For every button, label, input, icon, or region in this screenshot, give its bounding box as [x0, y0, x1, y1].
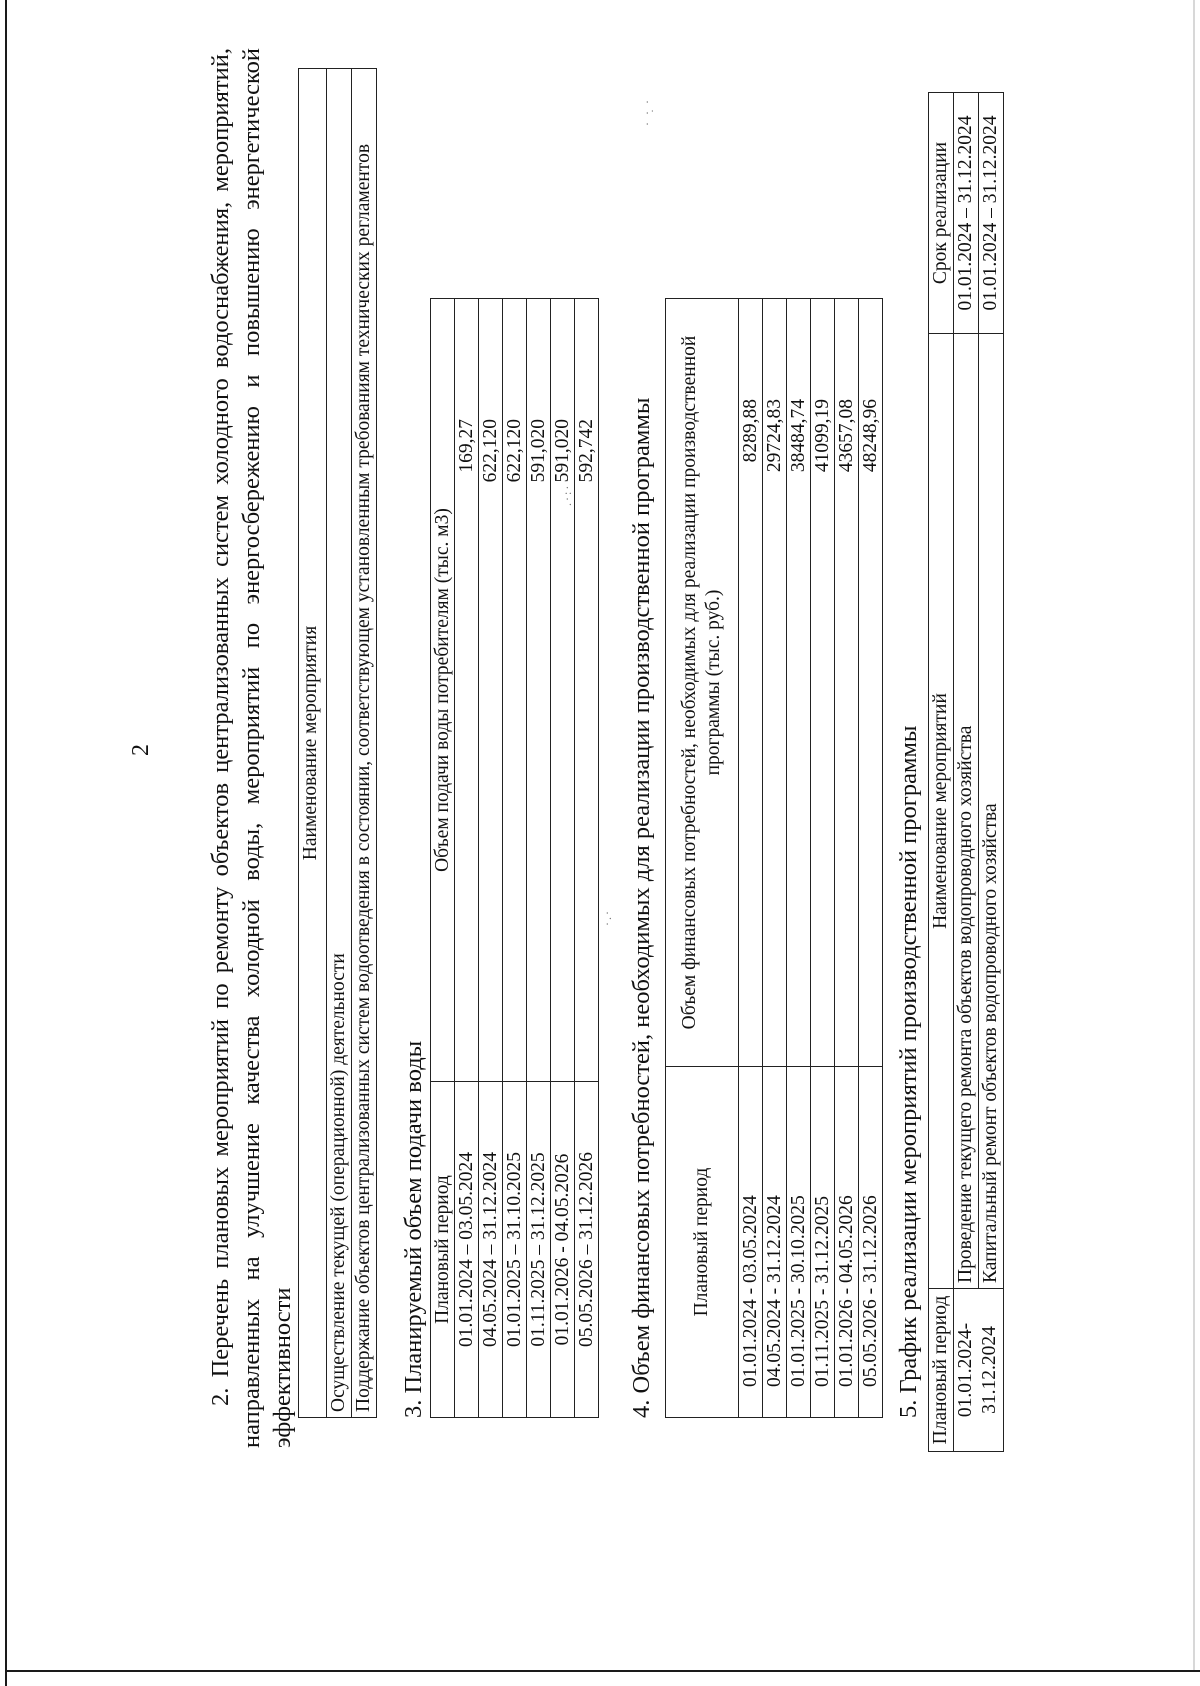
- period-cell: 01.01.2024 – 03.05.2024: [455, 1082, 479, 1418]
- period-end: 31.12.2024: [979, 1326, 1000, 1414]
- table-row: [811, 299, 835, 1418]
- col-volume: Объем подачи воды потребителям (тыс. м3): [431, 299, 455, 1082]
- table-row: [835, 299, 859, 1418]
- table-row: [479, 299, 503, 1418]
- table-row: [739, 299, 763, 1418]
- table-row: [979, 93, 1004, 1452]
- amount-cell: 41099,19: [811, 299, 835, 1067]
- scan-speck: .·:·: [560, 483, 574, 506]
- period-cell: 01.11.2025 - 31.12.2025: [811, 1067, 835, 1418]
- col-deadline: Срок реализации: [929, 93, 954, 334]
- scan-speck: ·.·: [600, 909, 614, 926]
- table-row: [763, 299, 787, 1418]
- section-2-heading-text: 2. Перечень плановых мероприятий по ремонту объектов централизованных систем холодного водоснабжения, мероприятий, направленных на улучшение качества холодной воды, мероприятий по энергосбережению и повышению энергетической эффективности: [207, 48, 296, 1448]
- activities-table: [298, 68, 377, 1418]
- activity-cell: Осуществление текущей (операционной) деятельности: [327, 69, 352, 1418]
- table-row: [455, 299, 479, 1418]
- financial-needs-table: [665, 298, 883, 1418]
- volume-cell: 622,120: [503, 299, 527, 1082]
- period-cell: 01.01.2025 - 30.10.2025: [787, 1067, 811, 1418]
- table-row: [352, 69, 377, 1418]
- page-number: 2: [128, 744, 154, 756]
- volume-cell: 622,120: [479, 299, 503, 1082]
- amount-cell: 48248,96: [859, 299, 883, 1067]
- scan-speck: · ·̣ ·: [640, 98, 654, 126]
- amount-cell: 8289,88: [739, 299, 763, 1067]
- period-cell: 01.01.2026 - 04.05.2026: [551, 1082, 575, 1418]
- amount-cell: 29724,83: [763, 299, 787, 1067]
- table-row: [787, 299, 811, 1418]
- deadline-cell: 01.01.2024 – 31.12.2024: [979, 93, 1004, 334]
- period-cell: 01.11.2025 – 31.12.2025: [527, 1082, 551, 1418]
- table-row: [859, 299, 883, 1418]
- amount-cell: 38484,74: [787, 299, 811, 1067]
- period-cell: 01.01.2026 - 04.05.2026: [835, 1067, 859, 1418]
- col-activity-names: Наименование мероприятий: [929, 334, 954, 1289]
- deadline-cell: 01.01.2024 – 31.12.2024: [954, 93, 979, 334]
- period-cell: 05.05.2026 - 31.12.2026: [859, 1067, 883, 1418]
- col-activity-name: Наименование мероприятия: [299, 69, 327, 1418]
- schedule-table: [928, 92, 1004, 1452]
- period-cell: 04.05.2024 - 31.12.2024: [763, 1067, 787, 1418]
- volume-cell: 169,27: [455, 299, 479, 1082]
- table-row: [503, 299, 527, 1418]
- table-header-row: [299, 69, 327, 1418]
- table-row: [527, 299, 551, 1418]
- period-cell: [954, 1289, 1004, 1452]
- table-header-row: [431, 299, 455, 1418]
- col-period: Плановый период: [431, 1082, 455, 1418]
- activity-cell: Капитальный ремонт объектов водопроводного хозяйства: [979, 334, 1004, 1289]
- water-volume-table: [430, 298, 599, 1418]
- period-cell: 01.01.2024 - 03.05.2024: [739, 1067, 763, 1418]
- period-cell: 01.01.2025 – 31.10.2025: [503, 1082, 527, 1418]
- period-cell: 05.05.2026 – 31.12.2026: [575, 1082, 599, 1418]
- col-period: Плановый период: [666, 1067, 739, 1418]
- period-cell: 04.05.2024 – 31.12.2024: [479, 1082, 503, 1418]
- table-row: [551, 299, 575, 1418]
- section-2-heading: [205, 48, 298, 1448]
- amount-cell: 43657,08: [835, 299, 859, 1067]
- volume-cell: 591,020: [551, 299, 575, 1082]
- volume-cell: 591,020: [527, 299, 551, 1082]
- section-3-heading: 3. Планируемый объем подачи воды: [400, 1040, 427, 1418]
- section-5-heading: 5. График реализации мероприятий производственной программы: [895, 725, 922, 1418]
- table-row: [327, 69, 352, 1418]
- section-4-heading: 4. Объем финансовых потребностей, необходимых для реализации производственной программы: [628, 397, 655, 1418]
- volume-cell: 592,742: [575, 299, 599, 1082]
- table-header-row: [666, 299, 739, 1418]
- table-header-row: [929, 93, 954, 1452]
- col-financial-volume: Объем финансовых потребностей, необходимых для реализации производственной программы (тыс. руб.): [666, 299, 739, 1067]
- period-start: 01.01.2024-: [955, 1322, 976, 1418]
- table-row: [575, 299, 599, 1418]
- activity-cell: Поддержание объектов централизованных систем водоотведения в состоянии, соответствующем установленным требованиям технических регламентов: [352, 69, 377, 1418]
- table-row: [954, 93, 979, 1452]
- col-period: Плановый период: [929, 1289, 954, 1452]
- activity-cell: Проведение текущего ремонта объектов водопроводного хозяйства: [954, 334, 979, 1289]
